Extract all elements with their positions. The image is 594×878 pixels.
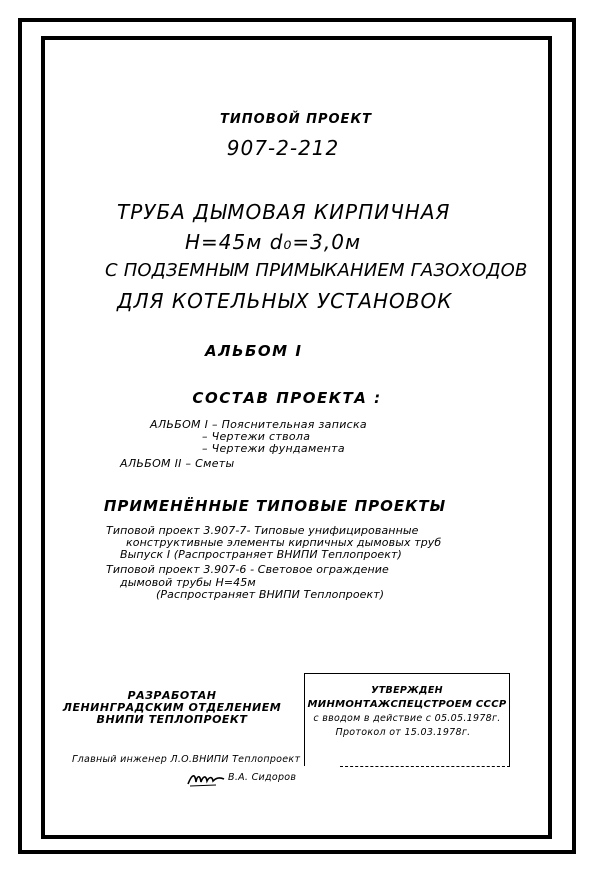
approval-line: УТВЕРЖДЕН (371, 685, 443, 696)
reference-line: Типовой проект 3.907-6 - Световое ограждение (106, 563, 389, 576)
approval-box-bottom-line (340, 766, 510, 767)
handwritten-signature (186, 770, 226, 788)
reference-line: (Распространяет ВНИПИ Теплопроект) (156, 588, 385, 601)
developer-line: ВНИПИ ТЕПЛОПРОЕКТ (96, 713, 248, 726)
approval-line: Протокол от 15.03.1978г. (335, 727, 471, 738)
approval-line: с вводом в действие с 05.05.1978г. (313, 713, 501, 724)
approval-line: МИНМОНТАЖСПЕЦСТРОЕМ СССР (307, 699, 507, 710)
composition-item: АЛЬБОМ I – Пояснительная записка (150, 418, 367, 431)
main-title-line-1: ТРУБА ДЫМОВАЯ КИРПИЧНАЯ (117, 200, 451, 224)
main-title-line-2: H=45м d₀=3,0м (185, 230, 362, 254)
composition-item: – Чертежи ствола (202, 430, 311, 443)
composition-item: – Чертежи фундамента (202, 442, 345, 455)
reference-line: Выпуск I (Распространяет ВНИПИ Теплопроект) (120, 548, 402, 561)
reference-line: конструктивные элементы кирпичных дымовых труб (126, 536, 442, 549)
reference-line: дымовой трубы H=45м (120, 576, 256, 589)
signer-name: В.А. Сидоров (228, 772, 297, 783)
main-title-line-3: С ПОДЗЕМНЫМ ПРИМЫКАНИЕМ ГАЗОХОДОВ (105, 260, 528, 281)
signature-caption: Главный инженер Л.О.ВНИПИ Теплопроект (72, 754, 301, 765)
developer-line: РАЗРАБОТАН (127, 689, 217, 702)
reference-line: Типовой проект 3.907-7- Типовые унифицированные (106, 524, 419, 537)
developer-line: ЛЕНИНГРАДСКИМ ОТДЕЛЕНИЕМ (62, 701, 282, 714)
project-type-label: ТИПОВОЙ ПРОЕКТ (220, 112, 372, 127)
project-number: 907-2-212 (226, 136, 340, 160)
used-projects-title: ПРИМЕНЁННЫЕ ТИПОВЫЕ ПРОЕКТЫ (103, 497, 447, 515)
album-label: АЛЬБОМ I (205, 342, 303, 360)
composition-title: СОСТАВ ПРОЕКТА : (192, 389, 382, 407)
composition-item: АЛЬБОМ II – Сметы (120, 457, 235, 470)
main-title-line-4: ДЛЯ КОТЕЛЬНЫХ УСТАНОВОК (117, 289, 453, 313)
